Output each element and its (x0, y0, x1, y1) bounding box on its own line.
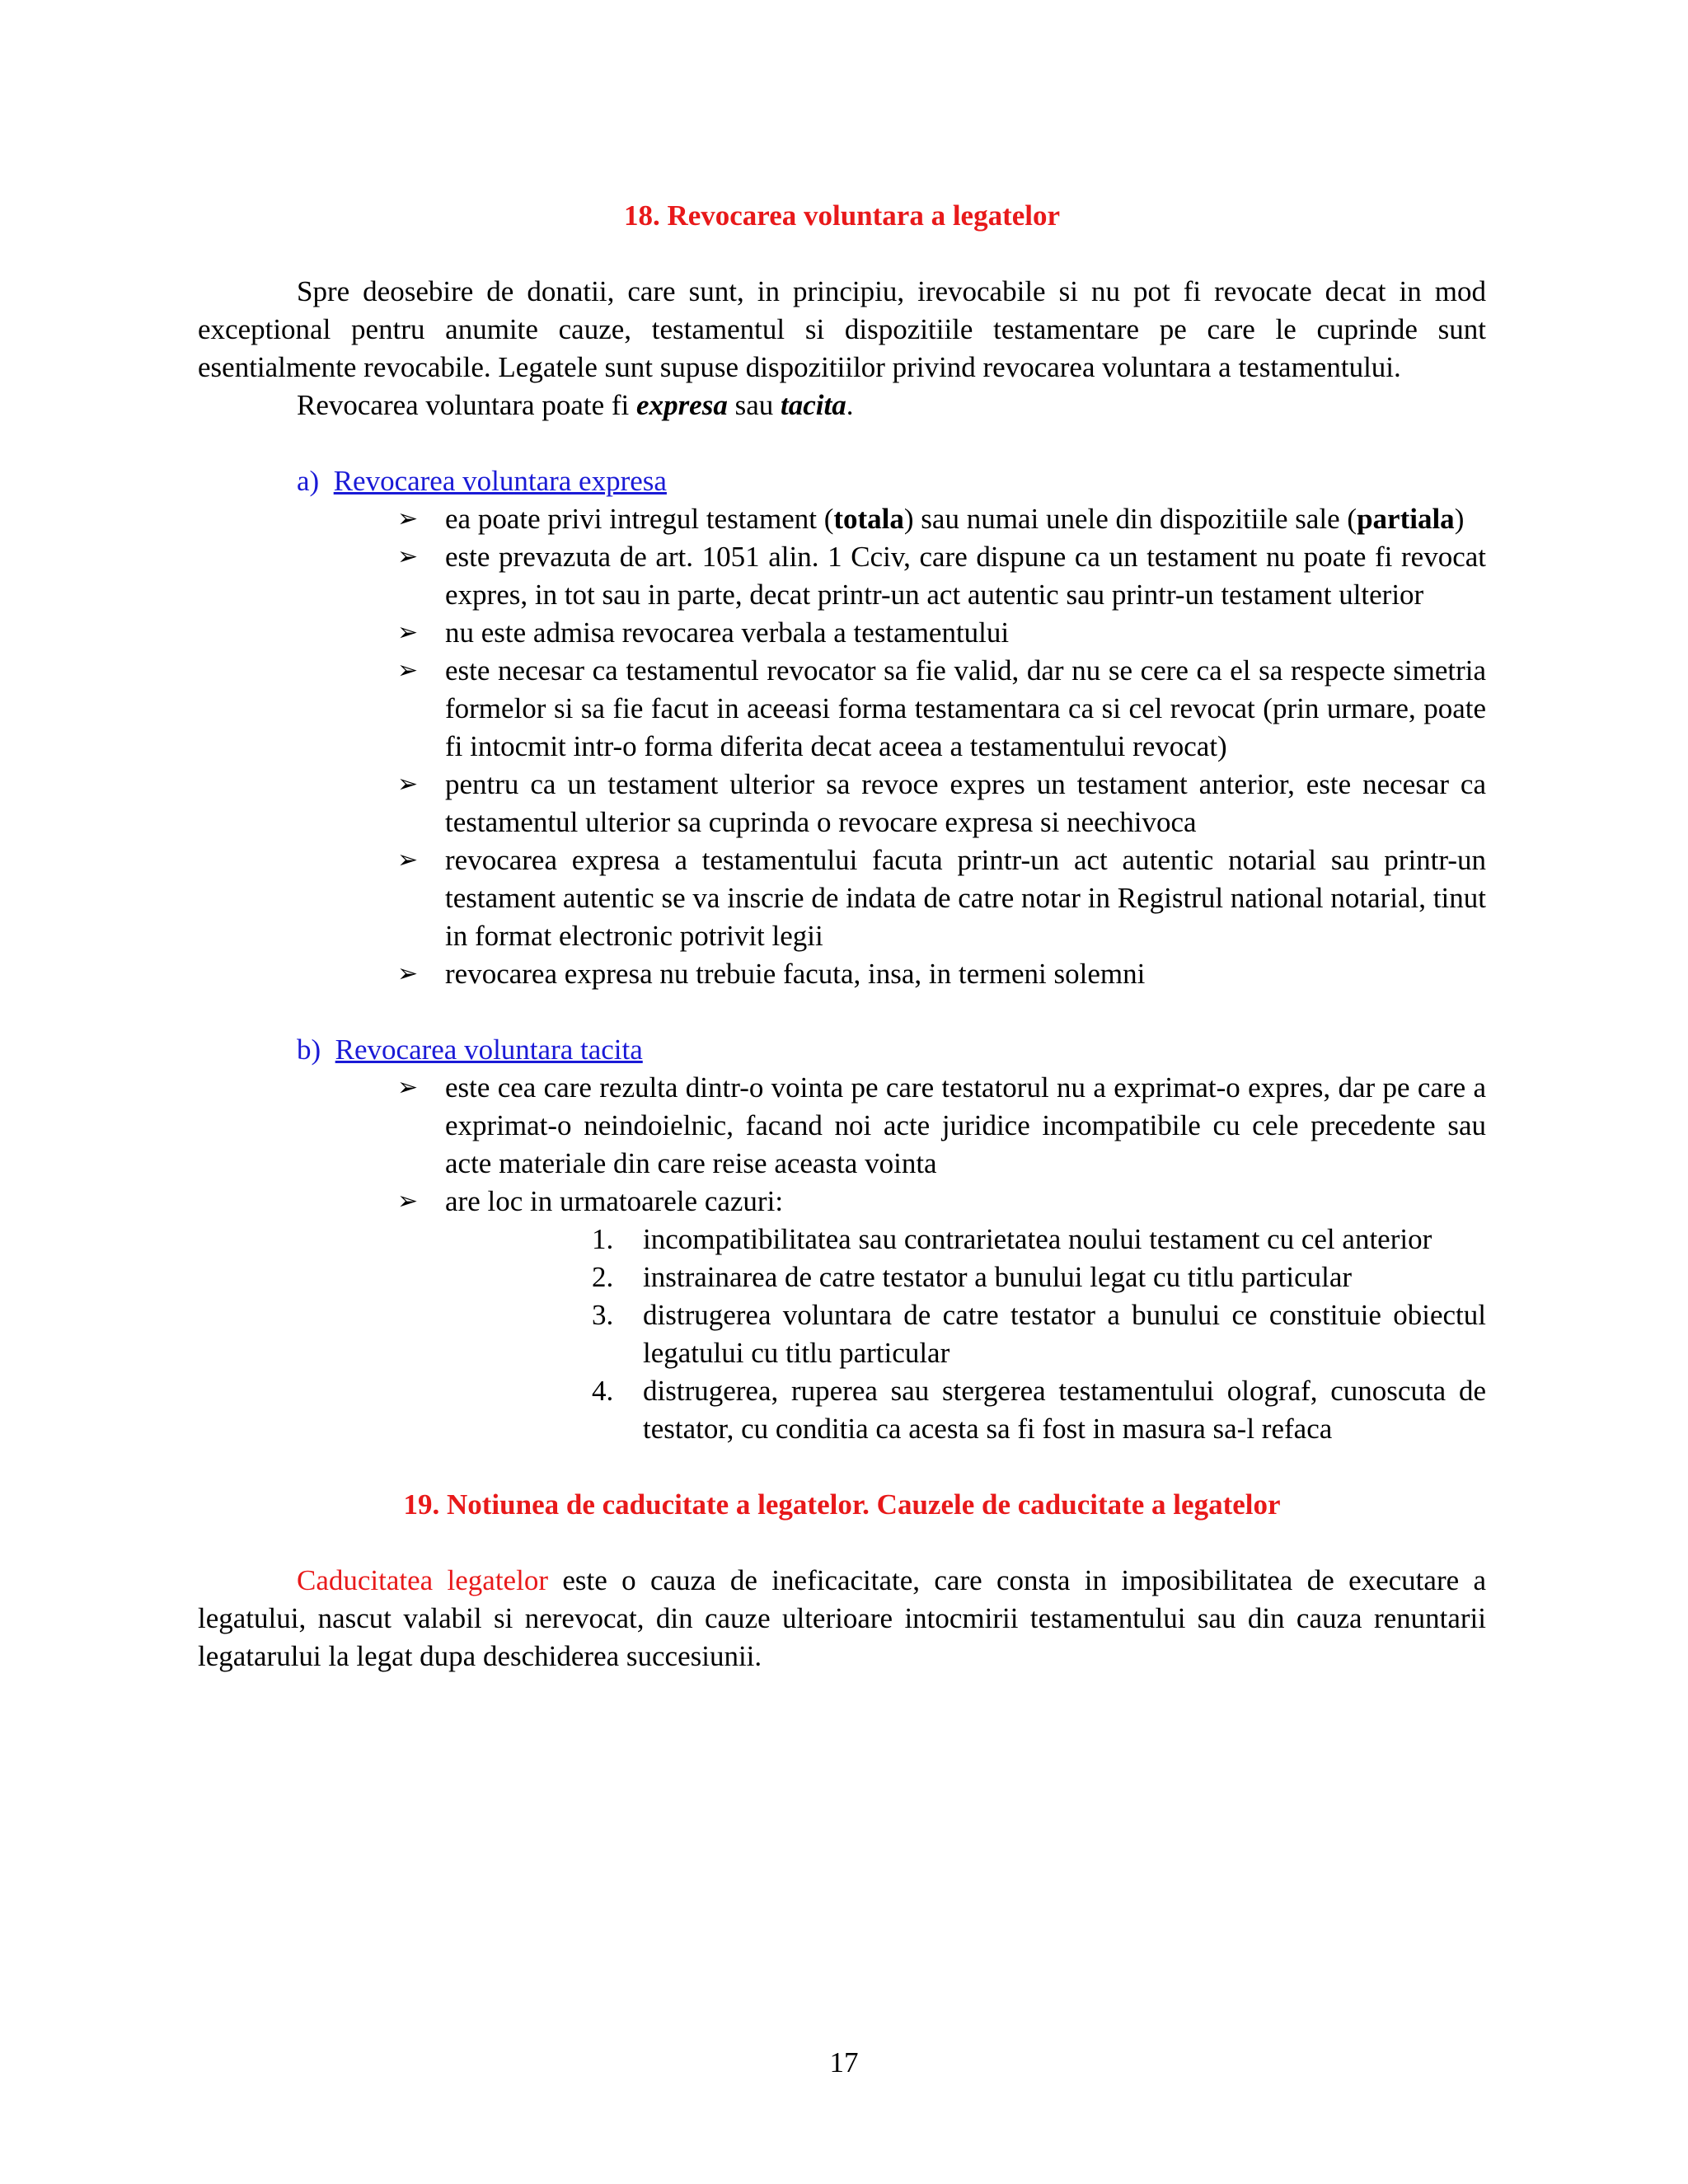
tacita-term: tacita (781, 389, 846, 421)
tacit-revocation-list (198, 1069, 1486, 1221)
arrow-bullet-icon: ➢ (397, 504, 419, 533)
list-item: ➢ are loc in urmatoarele cazuri: (198, 1183, 1486, 1221)
arrow-bullet-icon: ➢ (397, 618, 419, 647)
revocation-forms-paragraph: Revocarea voluntara poate fi expresa sau tacita. (297, 389, 854, 421)
section-19-paragraph: Caducitatea legatelor este o cauza de ineficacitate, care consta in imposibilitatea de executare a legatului, nascut valabil si nerevocat, din cauze ulterioare intocmirii testamentului sau din cauza renuntarii legatarului la legat dupa deschiderea succesiunii. (198, 1564, 1487, 1672)
list-item: 4. distrugerea, ruperea sau stergerea testamentului olograf, cunoscuta de testator, cu conditia ca acesta sa fi fost in masura sa-l refaca (592, 1375, 1486, 1445)
section-18-intro: Spre deosebire de donatii, care sunt, in principiu, irevocabile si nu pot fi revocate decat in mod exceptional pentru anumite cauze, testamentul si dispozitiile testamentare pe care le cuprinde sunt esentialmente revocabile. Legatele sunt supuse dispozitiilor privind revocarea voluntara a testamentului. (198, 275, 1486, 383)
list-item: ➢ revocarea expresa nu trebuie facuta, insa, in termeni solemni (198, 955, 1486, 993)
subsection-b-link[interactable]: Revocarea voluntara tacita (335, 1033, 643, 1066)
caducity-term: Caducitatea legatelor (297, 1564, 548, 1596)
page-number: 17 (829, 2046, 859, 2079)
list-item: 3. distrugerea voluntara de catre testator a bunului ce constituie obiectul legatului cu titlu particular (592, 1299, 1486, 1369)
list-item: ➢ pentru ca un testament ulterior sa revoce expres un testament anterior, este necesar ca testamentul ulterior sa cuprinda o revocare expresa si neechivoca (198, 766, 1486, 841)
subsection-a-marker: a) (297, 465, 320, 497)
arrow-bullet-icon: ➢ (397, 959, 419, 988)
subsection-b-marker: b) (297, 1033, 321, 1066)
section-19-heading: 19. Notiunea de caducitate a legatelor. Cauzele de caducitate a legatelor (403, 1488, 1281, 1521)
list-item: ➢ revocarea expresa a testamentului facuta printr-un act autentic notarial sau printr-un testament autentic se va inscrie de indata de catre notar in Registrul national notarial, tinut in format electronic potrivit legii (198, 841, 1486, 955)
arrow-bullet-icon: ➢ (397, 1187, 419, 1216)
subsection-a-label (297, 462, 1486, 500)
arrow-bullet-icon: ➢ (397, 1073, 419, 1102)
page-content (198, 197, 1486, 1675)
subsection-b-label (297, 1031, 1486, 1069)
subsection-a-link[interactable]: Revocarea voluntara expresa (333, 465, 667, 497)
express-revocation-list (198, 500, 1486, 993)
arrow-bullet-icon: ➢ (397, 846, 419, 874)
list-item: ➢ este necesar ca testamentul revocator sa fie valid, dar nu se cere ca el sa respecte simetria formelor si sa fie facut in aceeasi forma testamentara ca si cel revocat (prin urmare, poate fi intocmit intr-o forma diferita decat aceea a testamentului revocat) (198, 652, 1486, 766)
tacit-cases-list (198, 1221, 1486, 1448)
arrow-bullet-icon: ➢ (397, 542, 419, 571)
list-item: ➢ este prevazuta de art. 1051 alin. 1 Cciv, care dispune ca un testament nu poate fi revocat expres, in tot sau in parte, decat printr-un act autentic sau printr-un testament ulterior (198, 538, 1486, 614)
expresa-term: expresa (636, 389, 728, 421)
arrow-bullet-icon: ➢ (397, 770, 419, 799)
list-item: 2. instrainarea de catre testator a bunului legat cu titlu particular (592, 1261, 1353, 1293)
list-item: ➢ ea poate privi intregul testament (totala) sau numai unele din dispozitiile sale (partiala) (198, 500, 1486, 538)
list-item: 1. incompatibilitatea sau contrarietatea noului testament cu cel anterior (592, 1223, 1432, 1255)
list-item: ➢ nu este admisa revocarea verbala a testamentului (198, 614, 1486, 652)
arrow-bullet-icon: ➢ (397, 656, 419, 685)
list-item: ➢ este cea care rezulta dintr-o vointa pe care testatorul nu a exprimat-o expres, dar pe care a exprimat-o neindoielnic, facand noi acte juridice incompatibile cu cele precedente sau acte materiale din care reise aceasta vointa (198, 1069, 1486, 1183)
section-18-heading: 18. Revocarea voluntara a legatelor (623, 199, 1061, 232)
